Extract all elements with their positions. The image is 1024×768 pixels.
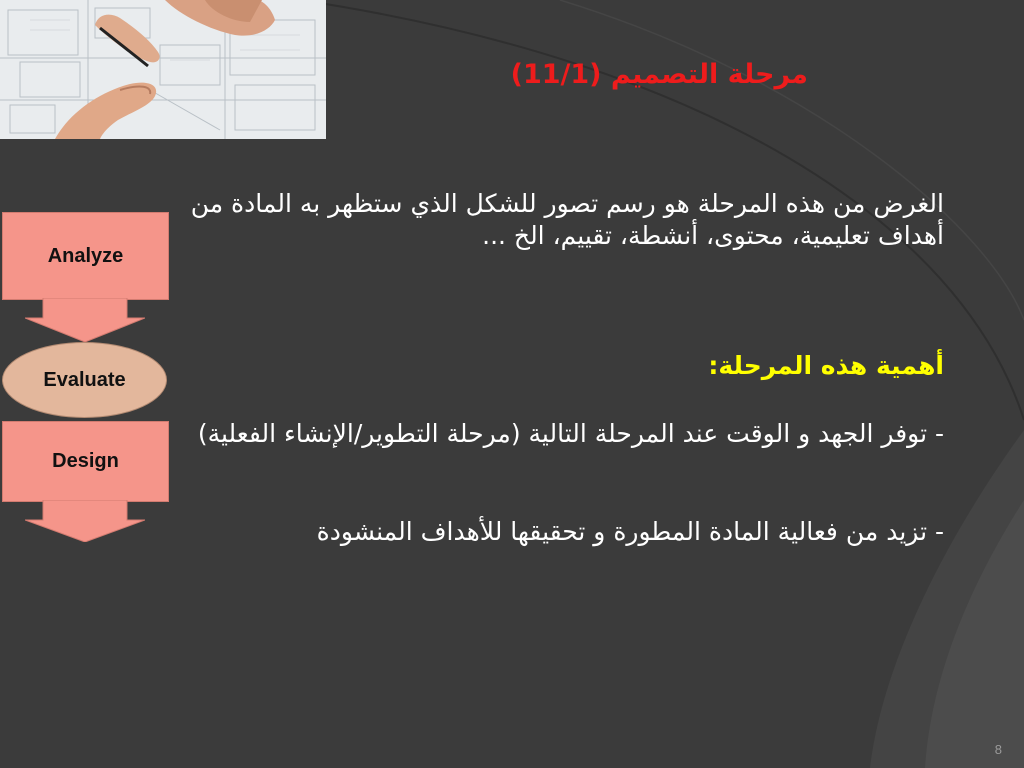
importance-point-1: - توفر الجهد و الوقت عند المرحلة التالية (مرحلة التطوير/الإنشاء الفعلية) [197,419,944,448]
design-box [2,421,169,502]
evaluate-ellipse [2,342,167,418]
importance-heading: أهمية هذه المرحلة: [708,351,944,380]
down-arrow-icon [25,298,145,342]
down-arrow-icon [25,500,145,542]
blueprint-hands-photo [0,0,326,139]
slide-title: مرحلة التصميم (11/1) [510,59,808,90]
analyze-box [2,212,169,300]
page-number: 8 [994,742,1002,757]
design-label: Design [52,450,119,472]
importance-point-2: - تزيد من فعالية المادة المطورة و تحقيقها للأهداف المنشودة [316,517,944,546]
evaluate-label: Evaluate [43,368,126,391]
analyze-label: Analyze [47,244,124,267]
intro-paragraph: الغرض من هذه المرحلة هو رسم تصور للشكل الذي ستظهر به المادة من أهداف تعليمية، محتوى، أنشطة، تقييم، الخ ... [190,189,944,250]
